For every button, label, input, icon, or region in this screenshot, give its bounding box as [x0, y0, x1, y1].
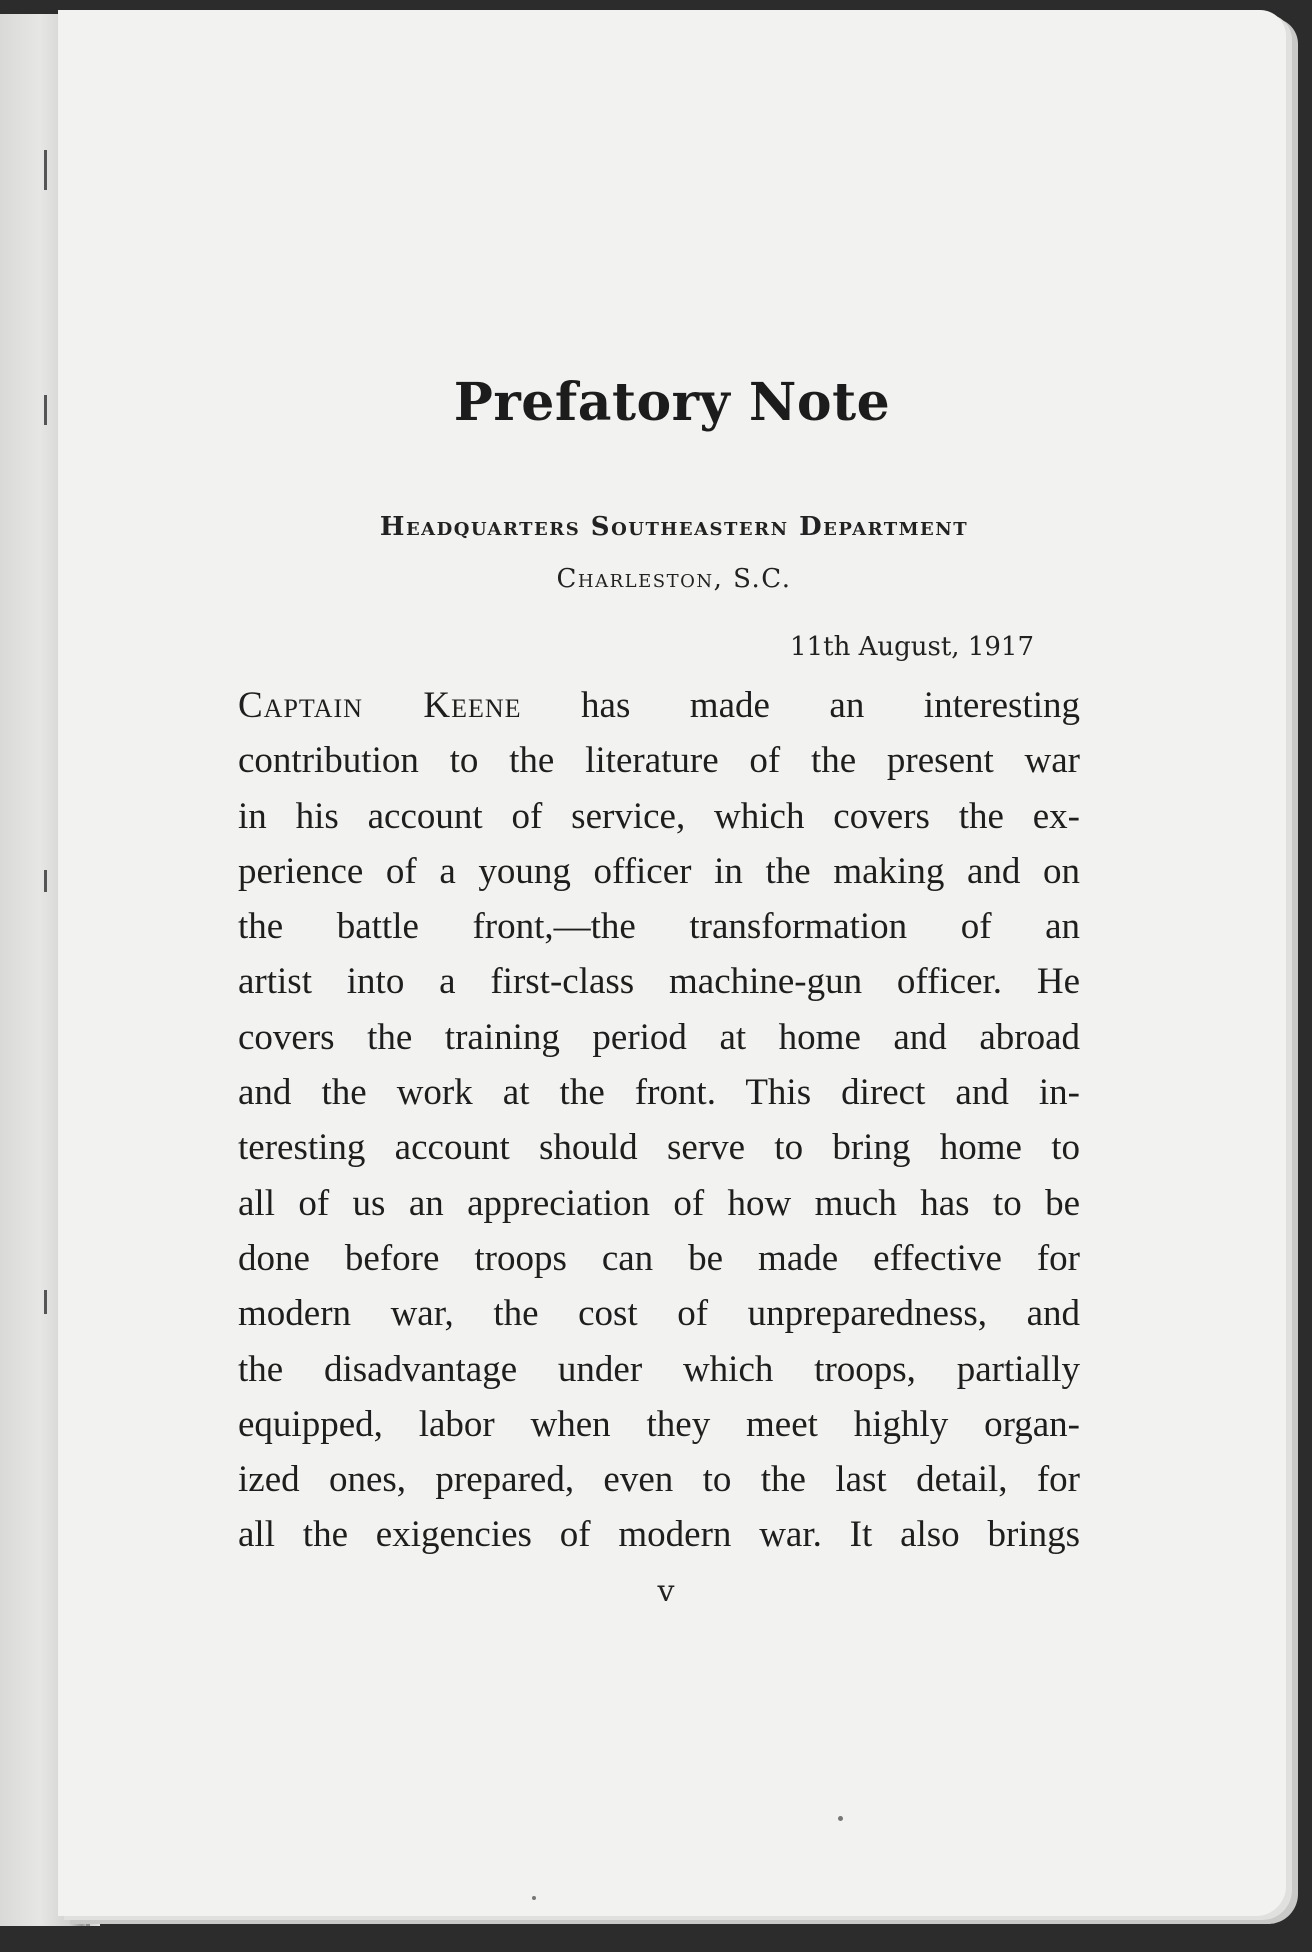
- body-line: equipped, labor when they meet highly organ-: [238, 1403, 1080, 1445]
- body-line: modern war, the cost of unpreparedness, and: [238, 1293, 1080, 1335]
- city-line: Charleston, S.C.: [556, 564, 792, 594]
- body-line-1: [238, 678, 1080, 733]
- body-line: done before troops can be made effective for: [238, 1237, 1080, 1279]
- body-line: covers the training period at home and abroad: [238, 1016, 1080, 1058]
- paper-speck: [532, 1896, 536, 1900]
- spine-mark: [44, 870, 47, 892]
- page-number: v: [657, 1574, 675, 1609]
- body-line: all the exigencies of modern war. It also brings: [238, 1514, 1080, 1556]
- body-line: all of us an appreciation of how much has to be: [238, 1182, 1080, 1224]
- body-line: ized ones, prepared, even to the last detail, for: [238, 1459, 1080, 1501]
- body-line: teresting account should serve to bring home to: [238, 1127, 1080, 1169]
- lead-name: Captain Keene: [238, 685, 522, 726]
- spine-mark: [44, 150, 47, 190]
- body-line: the disadvantage under which troops, partially: [238, 1348, 1080, 1390]
- body-paragraph: [238, 678, 1080, 1563]
- letter-date: 11th August, 1917: [790, 632, 1034, 662]
- body-line: perience of a young officer in the making and on: [238, 850, 1080, 892]
- body-line: in his account of service, which covers the ex-: [238, 795, 1080, 837]
- body-line-1-rest: has made an interesting: [521, 685, 1080, 726]
- paper-speck: [838, 1816, 843, 1821]
- page-title: Prefatory Note: [453, 372, 891, 433]
- body-line: contribution to the literature of the present war: [238, 740, 1080, 782]
- body-line: the battle front,—the transformation of an: [238, 906, 1080, 948]
- body-line: artist into a first-class machine-gun officer. He: [238, 961, 1080, 1003]
- body-line: and the work at the front. This direct and in-: [238, 1072, 1080, 1114]
- spine-mark: [44, 1290, 47, 1314]
- headquarters-line: Headquarters Southeastern Department: [379, 512, 969, 542]
